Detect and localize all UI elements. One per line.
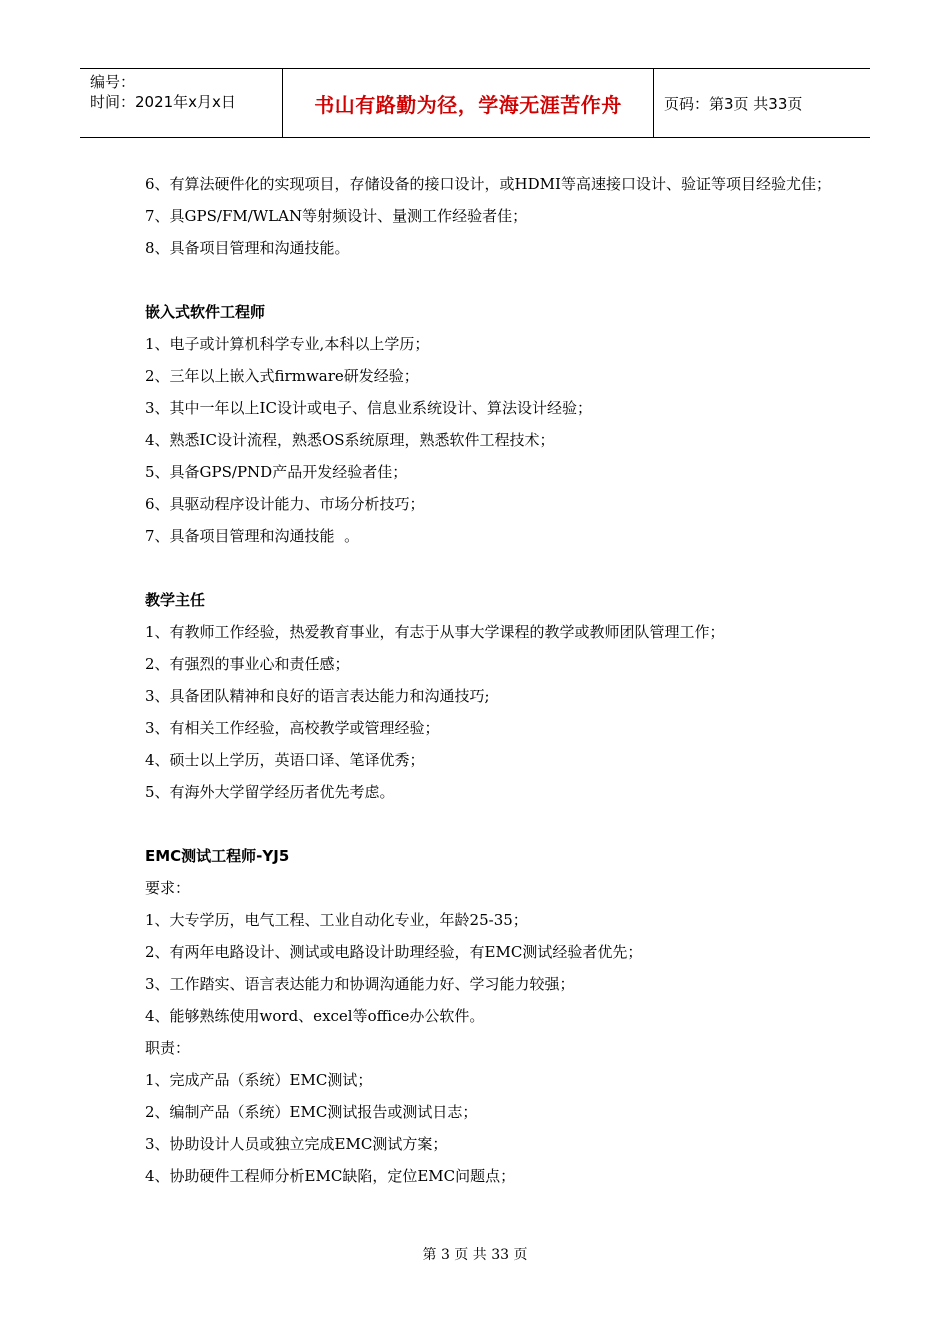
- list-item: 4、熟悉IC设计流程，熟悉OS系统原理，熟悉软件工程技术；: [145, 431, 555, 449]
- section-title-teaching: 教学主任: [145, 591, 206, 609]
- list-item: 4、硕士以上学历，英语口译、笔译优秀；: [145, 751, 425, 769]
- list-item: 5、具备GPS/PND产品开发经验者佳；: [145, 463, 408, 481]
- list-item: 2、编制产品（系统）EMC测试报告或测试日志；: [145, 1103, 478, 1121]
- list-item: 7、具GPS/FM/WLAN等射频设计、量测工作经验者佳；: [145, 207, 528, 225]
- header-meta: [80, 69, 282, 137]
- list-item: 3、工作踏实、语言表达能力和协调沟通能力好、学习能力较强；: [145, 975, 575, 993]
- list-item: 3、协助设计人员或独立完成EMC测试方案；: [145, 1135, 448, 1153]
- list-item: 3、其中一年以上IC设计或电子、信息业系统设计、算法设计经验；: [145, 399, 592, 417]
- section-title-emc: EMC测试工程师-YJ5: [145, 847, 290, 865]
- requirements-label: 要求：: [145, 879, 191, 897]
- header-motto: 书山有路勤为径，学海无涯苦作舟: [282, 69, 654, 137]
- document-body: [145, 168, 835, 1192]
- duties-label: 职责：: [145, 1039, 191, 1057]
- list-item: 6、具驱动程序设计能力、市场分析技巧；: [145, 495, 425, 513]
- list-item: 1、电子或计算机科学专业,本科以上学历；: [145, 335, 430, 353]
- list-item: 7、具备项目管理和沟通技能 。: [145, 527, 360, 545]
- list-item: 2、有强烈的事业心和责任感；: [145, 655, 350, 673]
- page-header: [80, 68, 870, 138]
- list-item: 1、大专学历，电气工程、工业自动化专业，年龄25-35；: [145, 911, 528, 929]
- list-item: 1、完成产品（系统）EMC测试；: [145, 1071, 373, 1089]
- list-item: 4、能够熟练使用word、excel等office办公软件。: [145, 1007, 485, 1025]
- list-item: 4、协助硬件工程师分析EMC缺陷，定位EMC问题点；: [145, 1167, 516, 1185]
- list-item: 5、有海外大学留学经历者优先考虑。: [145, 783, 395, 801]
- list-item: 2、三年以上嵌入式firmware研发经验；: [145, 367, 419, 385]
- section-title-embedded: 嵌入式软件工程师: [145, 303, 266, 321]
- footer-page-number: 第 3 页 共 33 页: [422, 1247, 528, 1263]
- list-item: 1、有教师工作经验，热爱教育事业，有志于从事大学课程的教学或教师团队管理工作；: [145, 623, 725, 641]
- header-page-number: 页码：第3页 共33页: [664, 94, 803, 113]
- list-item: 8、具备项目管理和沟通技能。: [145, 239, 350, 257]
- list-item: 3、有相关工作经验，高校教学或管理经验；: [145, 719, 440, 737]
- page-footer: [0, 1244, 950, 1264]
- list-item: 3、具备团队精神和良好的语言表达能力和沟通技巧;: [145, 687, 490, 705]
- document-number-label: 编号：: [90, 73, 136, 91]
- list-item: 6、有算法硬件化的实现项目，存储设备的接口设计，或HDMI等高速接口设计、验证等项目经验尤佳；: [145, 175, 831, 193]
- list-item: 2、有两年电路设计、测试或电路设计助理经验，有EMC测试经验者优先；: [145, 943, 643, 961]
- document-date-label: 时间：2021年x月x日: [90, 93, 236, 111]
